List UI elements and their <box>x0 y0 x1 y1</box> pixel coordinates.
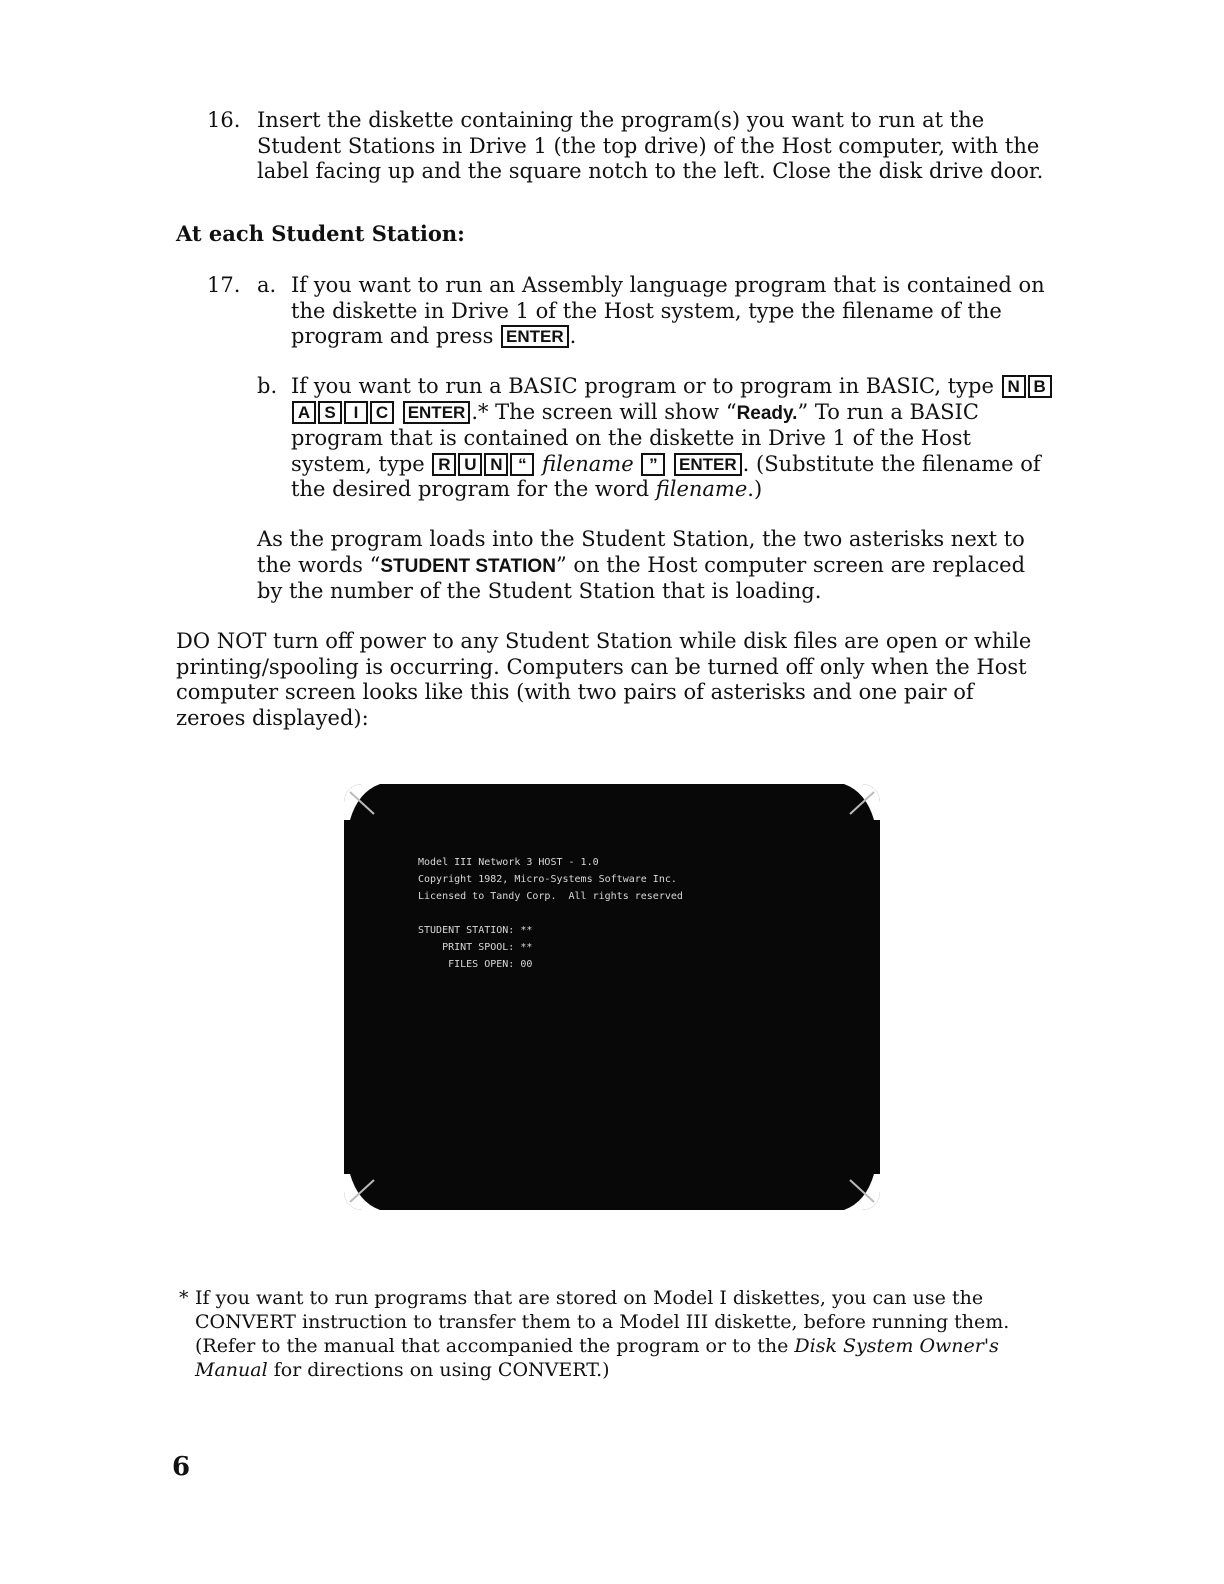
key-a: A <box>292 401 316 424</box>
step-16-number: 16. <box>207 108 241 132</box>
key-r: R <box>432 453 456 476</box>
warning-paragraph: DO NOT turn off power to any Student Station while disk files are open or while printing/spooling is occurring. Computers can be turned off only when the Host computer screen looks like this (with two pairs of asterisks and one pair of zeroes displayed): <box>176 629 1032 730</box>
corner-glare-icon <box>844 1174 880 1210</box>
screen-line: FILES OPEN: 00 <box>418 959 533 970</box>
step-17-number: 17. <box>207 273 241 297</box>
step-16-text: Insert the diskette containing the program(s) you want to run at the Student Stations in Drive 1 (the top drive) of the Host computer, with the label facing up and the square notch to the left. Close the disk drive door. <box>257 108 1044 183</box>
key-b: B <box>1028 375 1052 398</box>
key-n: N <box>484 453 508 476</box>
corner-glare-icon <box>344 1174 380 1210</box>
filename-word: filename <box>542 451 634 476</box>
student-station-label: STUDENT STATION <box>380 555 556 577</box>
screen-line: PRINT SPOOL: ** <box>418 942 533 953</box>
key-i: I <box>344 401 368 424</box>
screen-line: STUDENT STATION: ** <box>418 925 533 936</box>
step-17b-letter: b. <box>257 374 278 398</box>
key-s: S <box>318 401 342 424</box>
host-screen-photo <box>344 784 880 1210</box>
screen-line: Model III Network 3 HOST - 1.0 <box>418 857 599 868</box>
key-c: C <box>370 401 394 424</box>
step-17b-text: If you want to run a BASIC program or to program in BASIC, type N BA S I C ENTER .* The screen will show “Ready.” To run a BASIC program that is contained on the diskette in Drive 1 of the Host system, type R U N “ filename ” ENTER . (Substitute the filename of the desired program for the word filename.) <box>291 374 1056 503</box>
manual-title: Disk System Owner's Manual <box>195 1335 999 1381</box>
section-heading: At each Student Station: <box>176 221 465 246</box>
key-n: N <box>1002 375 1026 398</box>
footnote-text: If you want to run programs that are stored on Model I diskettes, you can use the CONVERT instruction to transfer them to a Model III diskette, before running them. (Refer to the manual that accompanied the program or to the Disk System Owner's Manual for directions on using CONVERT.) <box>195 1287 1010 1381</box>
key-open-quote: “ <box>510 453 534 476</box>
step-17a-letter: a. <box>257 273 277 297</box>
enter-key: ENTER <box>501 325 569 348</box>
corner-glare-icon <box>844 784 880 820</box>
footnote-marker: * <box>179 1287 189 1309</box>
key-u: U <box>458 453 482 476</box>
screen-line: Copyright 1982, Micro-Systems Software Inc. <box>418 874 677 885</box>
screen-line: Licensed to Tandy Corp. All rights reserved <box>418 891 683 902</box>
screen-text <box>418 854 683 973</box>
filename-word: filename <box>655 477 748 501</box>
corner-glare-icon <box>344 784 380 820</box>
page-number: 6 <box>172 1452 191 1482</box>
key-close-quote: ” <box>641 453 665 476</box>
enter-key: ENTER <box>674 453 742 476</box>
enter-key: ENTER <box>403 401 471 424</box>
step-17a-text: If you want to run an Assembly language program that is contained on the diskette in Drive 1 of the Host system, type the filename of the program and press ENTER . <box>291 273 1045 348</box>
loading-paragraph: As the program loads into the Student Station, the two asterisks next to the words “STUDENT STATION” on the Host computer screen are replaced by the number of the Student Station that is loading. <box>257 527 1026 603</box>
ready-label: Ready. <box>736 402 798 424</box>
